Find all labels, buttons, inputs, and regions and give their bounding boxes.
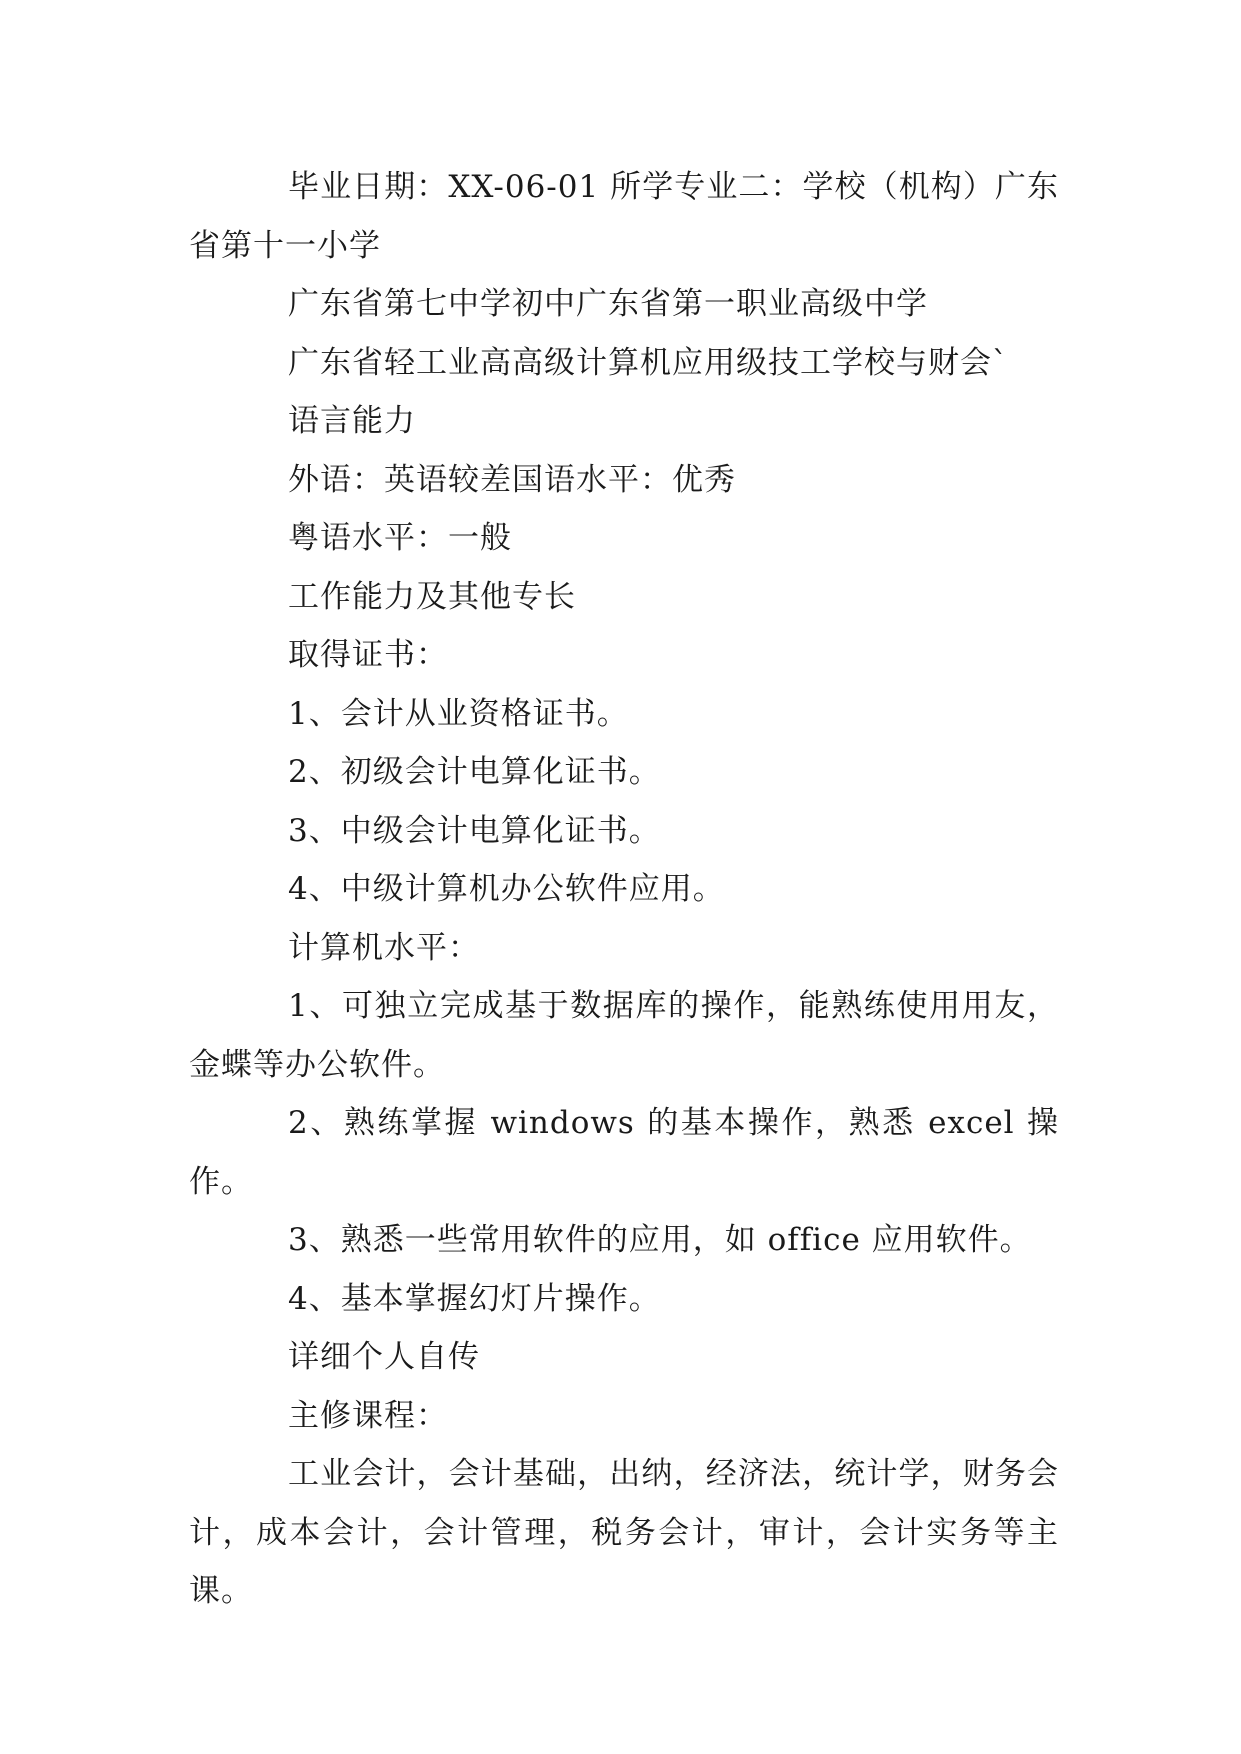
list-item-certificate-2: 2、初级会计电算化证书。 bbox=[288, 754, 661, 790]
paragraph-cantonese: 粤语水平：一般 bbox=[288, 520, 512, 556]
list-item-certificate-3: 3、中级会计电算化证书。 bbox=[288, 812, 661, 849]
list-item-computer-3: 3、熟悉一些常用软件的应用，如 office 应用软件。 bbox=[288, 1222, 1032, 1258]
document-body bbox=[189, 158, 1059, 1621]
paragraph-graduation-date: 毕业日期：XX-06-01 所学专业二：学校（机构）广东省第十一小学 bbox=[189, 169, 1059, 264]
list-item-computer-2: 2、熟练掌握 windows 的基本操作，熟悉 excel 操作。 bbox=[189, 1105, 1059, 1200]
section-heading-skills: 工作能力及其他专长 bbox=[288, 578, 576, 615]
list-item-computer-1: 1、可独立完成基于数据库的操作，能熟练使用用友，金蝶等办公软件。 bbox=[189, 988, 1059, 1083]
section-heading-autobiography: 详细个人自传 bbox=[288, 1339, 480, 1375]
paragraph-technical-school: 广东省轻工业高高级计算机应用级技工学校与财会` bbox=[288, 344, 1009, 381]
paragraph-foreign-language: 外语：英语较差国语水平：优秀 bbox=[288, 461, 736, 498]
section-heading-language: 语言能力 bbox=[288, 403, 416, 439]
list-item-certificate-1: 1、会计从业资格证书。 bbox=[288, 695, 629, 732]
label-computer-level: 计算机水平： bbox=[288, 929, 480, 966]
paragraph-courses: 工业会计，会计基础，出纳，经济法，统计学，财务会计，成本会计，会计管理，税务会计，审计，会计实务等主课。 bbox=[189, 1456, 1059, 1609]
label-certificates: 取得证书： bbox=[288, 637, 448, 673]
label-main-courses: 主修课程： bbox=[288, 1397, 448, 1434]
paragraph-schools: 广东省第七中学初中广东省第一职业高级中学 bbox=[288, 286, 928, 322]
list-item-computer-4: 4、基本掌握幻灯片操作。 bbox=[288, 1280, 661, 1317]
list-item-certificate-4: 4、中级计算机办公软件应用。 bbox=[288, 871, 725, 907]
